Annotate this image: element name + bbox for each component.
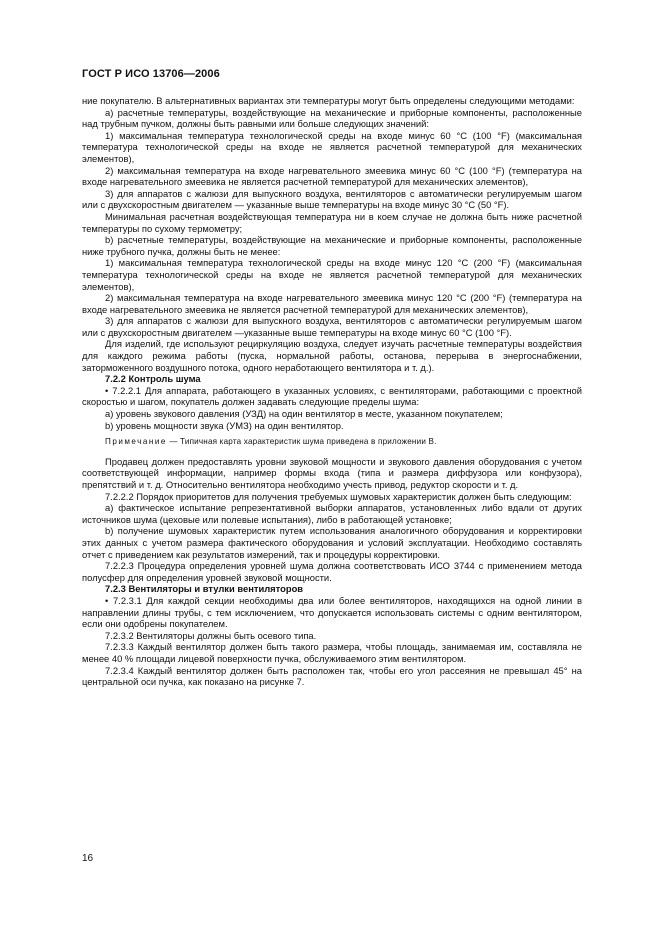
paragraph: 3) для аппаратов с жалюзи для выпускного воздуха, вентиляторов с автоматически регулируемым шагом или с двухскоростным двигателем — указанные выше температуры на входе минус 30 °C (50 °F). — [82, 187, 582, 211]
paragraph: a) фактическое испытание репрезентативной выборки аппаратов, установленных либо вдали от других источников шума (цеховые или полевые испытания), либо в работающей установке; — [82, 502, 582, 525]
note-text: — Типичная карта характеристик шума приведена в приложении В. — [169, 437, 437, 447]
section-heading: 7.2.2 Контроль шума — [105, 373, 201, 385]
paragraph: ние покупателю. В альтернативных вариантах эти температуры могут быть определены следующими методами: — [82, 95, 575, 106]
paragraph: 7.2.3.2 Вентиляторы должны быть осевого типа. — [105, 629, 317, 641]
paragraph: Продавец должен предоставлять уровни звуковой мощности и звукового давления оборудования с учетом соответствующей информации, например формы входа (типа и размера диффузора или конфузора), препятствий и т. д. Относительно вентилятора необходимо учесть привод, редуктор скорости и т. д. — [82, 455, 582, 490]
paragraph: 3) для аппаратов с жалюзи для выпускного воздуха, вентиляторов с автоматически регулируемым шагом или с двухскоростным двигателем —указанные выше температуры на входе минус 60 °C (100 °F). — [82, 315, 582, 338]
paragraph: 1) максимальная температура технологической среды на входе минус 60 °C (100 °F) (максимальная температура технологической среды на входе не является расчетной температурой для механических элементов), — [82, 129, 582, 164]
paragraph: 2) максимальная температура на входе нагревательного змеевика минус 120 °C (200 °F) (температура на входе нагревательного змеевика не является расчетной температурой для механических элементов), — [82, 292, 582, 315]
paragraph: 7.2.3.4 Каждый вентилятор должен быть расположен так, чтобы его угол рассеяния не превышал 45° на центральной оси пучка, как показано на рисунке 7. — [82, 664, 582, 688]
body-text — [82, 95, 582, 688]
note — [82, 436, 582, 448]
page-number: 16 — [82, 853, 94, 864]
paragraph: Минимальная расчетная воздействующая температура ни в коем случае не должна быть ниже расчетной температуры по сухому термометру; — [82, 210, 582, 234]
section-heading: 7.2.3 Вентиляторы и втулки вентиляторов — [105, 583, 304, 595]
paragraph: b) уровень мощности звука (УМЗ) на один вентилятор. — [105, 419, 344, 431]
document-header: ГОСТ Р ИСО 13706—2006 — [82, 68, 220, 80]
paragraph: a) расчетные температуры, воздействующие на механические и приборные компоненты, расположенные над трубным пучком, должны быть равными или больше следующих значений: — [82, 106, 582, 130]
paragraph: • 7.2.2.1 Для аппарата, работающего в указанных условиях, с вентиляторами, работающими с проектной скоростью и шагом, покупатель должен задавать следующие пределы шума: — [82, 384, 582, 408]
paragraph: 1) максимальная температура технологической среды на входе минус 120 °C (200 °F) (максимальная температура технологической среды на входе не является расчетной температурой для механических элементов), — [82, 257, 582, 292]
paragraph: b) расчетные температуры, воздействующие на механические и приборные компоненты, расположенные ниже трубного пучка, должны быть не менее: — [82, 234, 582, 257]
paragraph: • 7.2.3.1 Для каждой секции необходимы два или более вентиляторов, находящихся на одной линии в направлении длины трубы, с тем исключением, что допускается использовать системы с одним вентилятором, если они одобрены покупателем. — [82, 594, 582, 630]
paragraph: Для изделий, где используют рециркуляцию воздуха, следует изучать расчетные температуры воздействия для каждого режима работы (пуска, нормальной работы, останова, перерыва в энергоснабжении, заторможенного воздушного потока, одного неработающего вентилятора и т. д.). — [82, 338, 582, 373]
paragraph: b) получение шумовых характеристик путем использования аналогичного оборудования и корректировки этих данных с учетом размера фактического оборудования и условий эксплуатации. Необходимо составлять отчет с приведением как результатов измерений, так и процедуры корректировки. — [82, 525, 582, 560]
paragraph: a) уровень звукового давления (УЗД) на один вентилятор в месте, указанном покупателем; — [105, 408, 503, 420]
paragraph: 7.2.2.3 Процедура определения уровней шума должна соответствовать ИСО 3744 с применением метода полусфер для определения уровней звуковой мощности. — [82, 560, 582, 583]
paragraph: 7.2.2.2 Порядок приоритетов для получения требуемых шумовых характеристик должен быть следующим: — [105, 490, 572, 502]
note-label: Примечание — [105, 437, 167, 447]
paragraph: 2) максимальная температура на входе нагревательного змеевика минус 60 °C (100 °F) (температура на входе нагревательного змеевика не является расчетной температурой для механических элементов), — [82, 164, 582, 188]
paragraph: 7.2.3.3 Каждый вентилятор должен быть такого размера, чтобы площадь, занимаемая им, составляла не менее 40 % площади лицевой поверхности пучка, обслуживаемого этим вентилятором. — [82, 641, 582, 664]
